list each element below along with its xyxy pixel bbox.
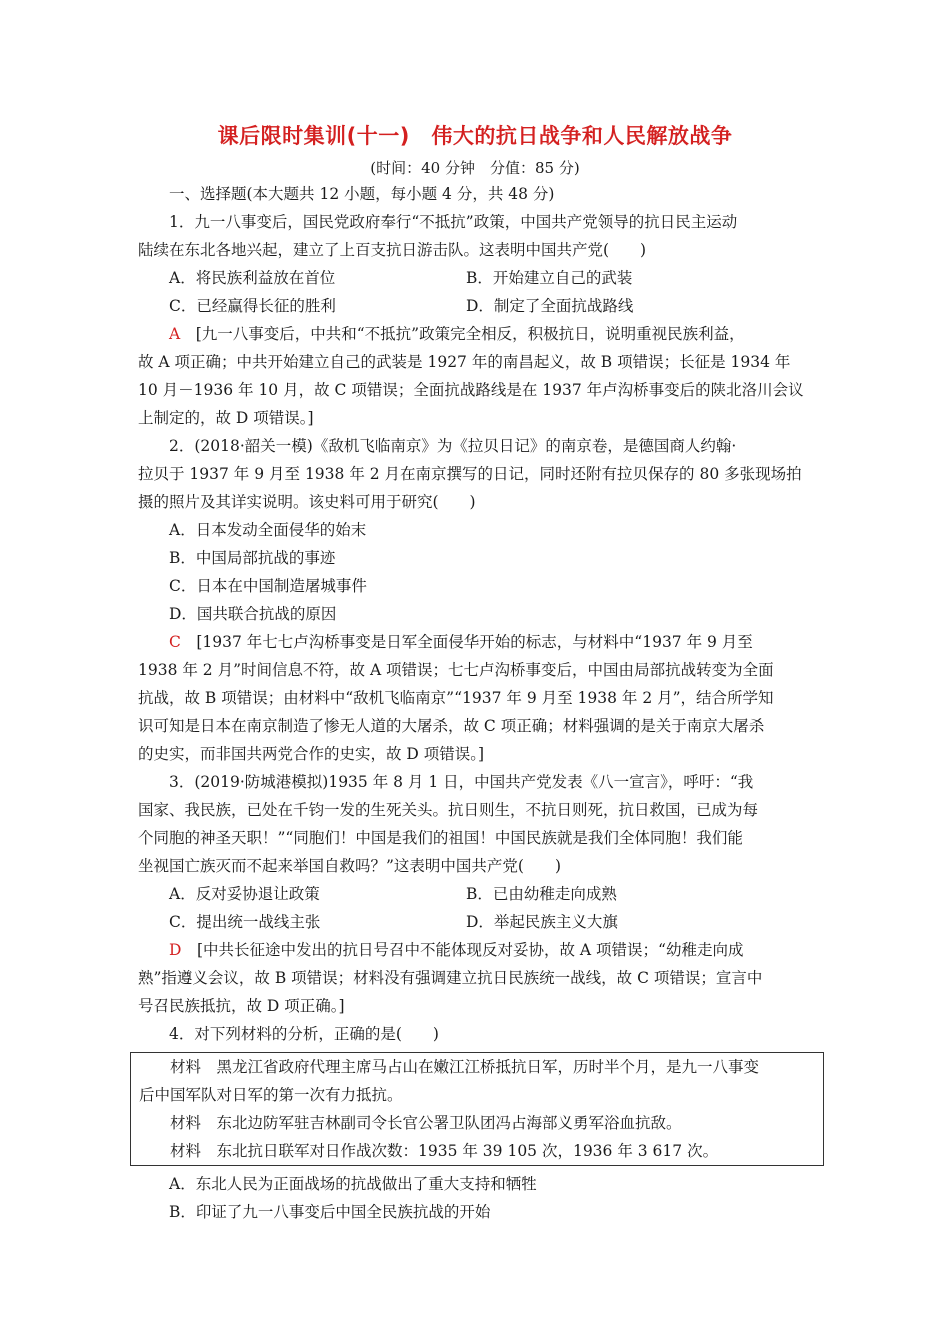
option: B．开始建立自己的武装 bbox=[466, 269, 633, 287]
question-1-options bbox=[138, 264, 818, 292]
option: B．已由幼稚走向成熟 bbox=[466, 885, 617, 903]
question-2-stem-line: 拉贝于 1937 年 9 月至 1938 年 2 月在南京撰写的日记，同时还附有拉贝保存的 80 多张现场拍 bbox=[138, 465, 802, 483]
answer-explanation-line bbox=[138, 320, 818, 348]
answer-explanation-line bbox=[138, 628, 818, 656]
option: C．已经赢得长征的胜利 bbox=[169, 297, 336, 315]
answer-explanation-line: 号召民族抵抗，故 D 项正确。] bbox=[138, 997, 345, 1015]
page-title: 课后限时集训(十一) 伟大的抗日战争和人民解放战争 bbox=[217, 124, 733, 148]
question-2-stem-line: 摄的照片及其详实说明。该史料可用于研究( ) bbox=[138, 493, 476, 511]
answer-explanation-line: 上制定的，故 D 项错误。] bbox=[138, 409, 314, 427]
option: C．日本在中国制造屠城事件 bbox=[169, 577, 367, 595]
material-box bbox=[130, 1052, 824, 1166]
option: A．反对妥协退让政策 bbox=[169, 885, 320, 903]
option: C．提出统一战线主张 bbox=[169, 913, 321, 931]
answer-explanation-line: 10 月－1936 年 10 月，故 C 项错误；全面抗战路线是在 1937 年卢沟桥事变后的陕北洛川会议 bbox=[138, 381, 804, 399]
question-1-stem-line: 陆续在东北各地兴起，建立了上百支抗日游击队。这表明中国共产党( ) bbox=[138, 241, 647, 259]
answer-explanation-line bbox=[138, 936, 818, 964]
option: D．制定了全面抗战路线 bbox=[466, 297, 634, 315]
question-3-stem-line: 个同胞的神圣天职！”“同胞们！中国是我们的祖国！中国民族就是我们全体同胞！我们能 bbox=[138, 829, 743, 847]
answer-explanation-line: 识可知是日本在南京制造了惨无人道的大屠杀，故 C 项正确；材料强调的是关于南京大屠杀 bbox=[138, 717, 765, 735]
explanation-text: [九一八事变后，中共和“不抵抗”政策完全相反，积极抗日，说明重视民族利益， bbox=[180, 325, 745, 343]
exam-info: (时间：40 分钟 分值：85 分) bbox=[370, 159, 580, 177]
material-line: 材料 东北边防军驻吉林副司令长官公署卫队团冯占海部义勇军浴血抗敌。 bbox=[170, 1114, 682, 1132]
content bbox=[138, 180, 818, 1226]
material-line: 后中国军队对日军的第一次有力抵抗。 bbox=[139, 1086, 403, 1104]
question-3-options bbox=[138, 880, 818, 908]
option: A．将民族利益放在首位 bbox=[169, 269, 336, 287]
option: A．东北人民为正面战场的抗战做出了重大支持和牺牲 bbox=[169, 1175, 537, 1193]
explanation-text: [1937 年七七卢沟桥事变是日军全面侵华开始的标志，与材料中“1937 年 9 月至 bbox=[180, 633, 753, 651]
question-3-stem-line: 国家、我民族，已处在千钧一发的生死关头。抗日则生，不抗日则死，抗日救国，已成为每 bbox=[138, 801, 759, 819]
answer-explanation-line: 1938 年 2 月”时间信息不符，故 A 项错误；七七卢沟桥事变后，中国由局部抗战转变为全面 bbox=[138, 661, 774, 679]
question-3-options bbox=[138, 908, 818, 936]
option: D．国共联合抗战的原因 bbox=[169, 605, 337, 623]
option: D．举起民族主义大旗 bbox=[466, 913, 618, 931]
question-4-stem: 4．对下列材料的分析，正确的是( ) bbox=[169, 1025, 439, 1043]
question-3-stem-line: 3．(2019·防城港模拟)1935 年 8 月 1 日，中国共产党发表《八一宣言》，呼吁：“我 bbox=[169, 773, 754, 791]
question-2-stem-line: 2．(2018·韶关一模)《敌机飞临南京》为《拉贝日记》的南京卷，是德国商人约翰· bbox=[169, 437, 737, 455]
answer-explanation-line: 抗战，故 B 项错误；由材料中“敌机飞临南京”“1937 年 9 月至 1938 年 2 月”，结合所学知 bbox=[138, 689, 774, 707]
answer-explanation-line: 的史实，而非国共两党合作的史实，故 D 项错误。] bbox=[138, 745, 485, 763]
answer-explanation-line: 熟”指遵义会议，故 B 项错误；材料没有强调建立抗日民族统一战线，故 C 项错误；宣言中 bbox=[138, 969, 763, 987]
answer-letter: A bbox=[169, 325, 181, 343]
answer-letter: D bbox=[169, 941, 182, 959]
option: A．日本发动全面侵华的始末 bbox=[169, 521, 367, 539]
answer-explanation-line: 故 A 项正确；中共开始建立自己的武装是 1927 年的南昌起义，故 B 项错误；长征是 1934 年 bbox=[138, 353, 791, 371]
option: B．印证了九一八事变后中国全民族抗战的开始 bbox=[169, 1203, 491, 1221]
section-heading: 一、选择题(本大题共 12 小题，每小题 4 分，共 48 分) bbox=[169, 185, 555, 203]
question-1-stem-line: 1．九一八事变后，国民党政府奉行“不抵抗”政策，中国共产党领导的抗日民主运动 bbox=[169, 213, 738, 231]
option: B．中国局部抗战的事迹 bbox=[169, 549, 336, 567]
explanation-text: [中共长征途中发出的抗日号召中不能体现反对妥协，故 A 项错误；“幼稚走向成 bbox=[181, 941, 744, 959]
question-1-options bbox=[138, 292, 818, 320]
question-3-stem-line: 坐视国亡族灭而不起来举国自救吗？”这表明中国共产党( ) bbox=[138, 857, 562, 875]
answer-letter: C bbox=[169, 633, 181, 651]
material-line: 材料 东北抗日联军对日作战次数：1935 年 39 105 次，1936 年 3 617 次。 bbox=[170, 1142, 719, 1160]
material-line: 材料 黑龙江省政府代理主席马占山在嫩江江桥抵抗日军，历时半个月，是九一八事变 bbox=[170, 1058, 760, 1076]
